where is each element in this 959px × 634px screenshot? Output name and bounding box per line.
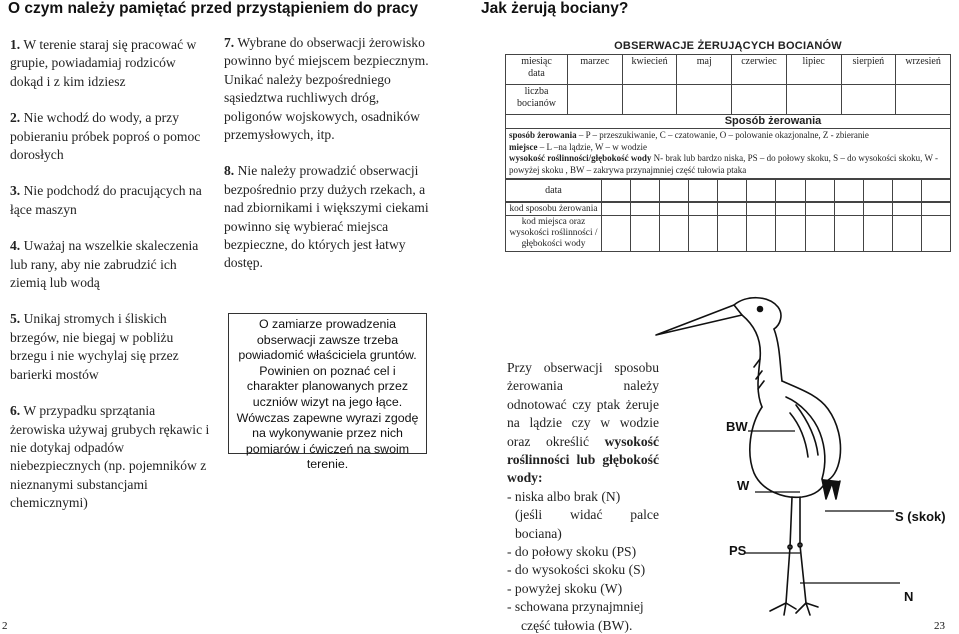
list-item: 4. Uważaj na wszelkie skaleczenia lub rany, aby nie zabrudzić ich ziemią lub wodą [10, 238, 199, 291]
table-cell[interactable] [786, 85, 841, 115]
code-label-cell: kod miejsca oraz wysokości roślinności / głębokości wody [506, 216, 602, 252]
month-header-cell: miesiąc data [506, 55, 568, 85]
month-cell: lipiec [786, 55, 841, 85]
leg-right [800, 497, 806, 603]
list-item: 1. W terenie staraj się pracować w grupie, powiadamiaj rodziców dokąd i z kim idziesz [10, 37, 197, 89]
label-bw: BW [726, 419, 748, 434]
table-cell[interactable] [834, 180, 863, 202]
table-cell[interactable] [841, 85, 896, 115]
list-item: 8. Nie należy prowadzić obserwacji bezpośrednio przy dużych rzekach, a nad zbiornikami i większymi ciekami powinno się wybierać miejsca bezpieczne, do których jest łatwy dostęp. [224, 163, 429, 271]
date-grid [505, 179, 951, 202]
list-item: - powyżej skoku (W) [507, 580, 623, 596]
table-cell[interactable] [660, 203, 689, 216]
list-item: 2. Nie wchodź do wody, a przy pobieraniu próbek poproś o pomoc dorosłych [10, 110, 201, 163]
method-legend: sposób żerowania – P – przeszukiwanie, C – czatowanie, O – polowanie okazjonalne, Z - zbieranie miejsce – L –na lądzie, W – w wodzie wysokość roślinności/głębokość wody N- brak lub bardzo niska, PS – do połowy skoku, S – do wysokości skoku, W - powyżej skoku , BW – zakrywa przynajmniej część tułowia ptaka [505, 129, 951, 179]
month-cell: kwiecień [622, 55, 677, 85]
list-item: - do wysokości skoku (S) [507, 562, 646, 578]
table-cell[interactable] [689, 180, 718, 202]
label-ps: PS [729, 543, 747, 558]
list-item: - niska albo brak (N) [507, 488, 621, 504]
table-cell[interactable] [718, 180, 747, 202]
label-n: N [904, 589, 914, 604]
table-cell[interactable] [892, 180, 921, 202]
list-item: 5. Unikaj stromych i śliskich brzegów, nie biegaj w pobliżu brzegu i nie wychylaj się przez barierki mostów [10, 311, 179, 382]
table-cell[interactable] [631, 216, 660, 252]
month-cell: maj [677, 55, 732, 85]
table-cell[interactable] [863, 203, 892, 216]
date-label-cell: data [506, 180, 602, 202]
table-cell[interactable] [677, 85, 732, 115]
code-grid [505, 202, 951, 252]
table-cell[interactable] [863, 216, 892, 252]
month-cell: wrzesień [896, 55, 951, 85]
list-item: część tułowia (BW). [521, 617, 633, 633]
count-header-cell: liczba bocianów [506, 85, 568, 115]
table-cell[interactable] [747, 216, 776, 252]
list-item: 3. Nie podchodź do pracujących na łące maszyn [10, 183, 202, 217]
stork-illustration [650, 285, 959, 634]
table-cell[interactable] [776, 180, 805, 202]
label-s: S (skok) [895, 509, 946, 524]
table-cell[interactable] [834, 203, 863, 216]
wing [786, 397, 825, 479]
table-cell[interactable] [747, 203, 776, 216]
months-grid [505, 54, 951, 115]
table-cell[interactable] [718, 216, 747, 252]
table-cell[interactable] [689, 216, 718, 252]
table-cell[interactable] [660, 216, 689, 252]
observation-table [505, 40, 951, 252]
list-item: (jeśli widać palce bociana) [515, 507, 659, 541]
month-cell: marzec [568, 55, 623, 85]
table-cell[interactable] [892, 216, 921, 252]
table-cell[interactable] [631, 203, 660, 216]
table-cell[interactable] [896, 85, 951, 115]
page-number-left: 2 [2, 620, 8, 632]
list-item: - schowana przynajmniej [507, 599, 644, 615]
table-cell[interactable] [660, 180, 689, 202]
depth-list [507, 488, 659, 634]
safety-rules-column-1 [10, 36, 210, 531]
table-cell[interactable] [805, 203, 834, 216]
left-page-heading: O czym należy pamiętać przed przystąpieniem do pracy [8, 0, 419, 17]
beak [656, 305, 742, 335]
safety-rules-column-2 [224, 34, 439, 291]
table-cell[interactable] [732, 85, 787, 115]
table-cell[interactable] [631, 180, 660, 202]
table-cell[interactable] [805, 216, 834, 252]
month-cell: sierpień [841, 55, 896, 85]
table-cell[interactable] [689, 203, 718, 216]
leg-left [786, 497, 792, 603]
table-cell[interactable] [921, 203, 950, 216]
table-cell[interactable] [602, 203, 631, 216]
eye [758, 307, 763, 312]
notice-box: O zamiarze prowadzenia obserwacji zawsze trzeba powiadomić właściciela gruntów. Powinien on poznać cel i charakter planowanych przez uczniów wizyt na jego łące. Wówczas zapewne wyrazi zgodę na wykonywanie przez nich pomiarów i ćwiczeń na swoim terenie. [228, 313, 427, 454]
body-front [750, 407, 826, 497]
table-cell[interactable] [776, 203, 805, 216]
table-cell[interactable] [622, 85, 677, 115]
list-item: - do połowy skoku (PS) [507, 544, 637, 560]
list-item: 7. Wybrane do obserwacji żerowisko powinno być miejscem bezpiecznym. Unikać należy bezpośredniego sąsiedztwa ruchliwych dróg, poligonów wojskowych, osadników przemysłowych, itp. [224, 35, 429, 143]
table-cell[interactable] [805, 180, 834, 202]
table-cell[interactable] [921, 180, 950, 202]
right-page-heading: Jak żerują bociany? [481, 0, 629, 17]
table-title: OBSERWACJE ŻERUJĄCYCH BOCIANÓW [614, 40, 842, 52]
table-cell[interactable] [921, 216, 950, 252]
label-w: W [737, 478, 750, 493]
table-cell[interactable] [892, 203, 921, 216]
table-cell[interactable] [834, 216, 863, 252]
table-cell[interactable] [568, 85, 623, 115]
table-cell[interactable] [602, 216, 631, 252]
page-number-right: 23 [934, 620, 945, 632]
observation-instructions: Przy obserwacji sposobu żerowania należy odnotować czy ptak żeruje na lądzie czy w wodzie oraz określić wysokość roślinności lub głębokość wody: - niska albo brak (N) (jeśli widać palce bociana) - do połowy skoku (PS) - do wysokości skoku (S) - powyżej skoku (W) - schowana przynajmniej część tułowia (BW). [507, 359, 659, 634]
table-cell[interactable] [718, 203, 747, 216]
table-cell[interactable] [747, 180, 776, 202]
neck-back [774, 329, 782, 381]
method-title: Sposób żerowania [505, 115, 951, 129]
month-cell: czerwiec [732, 55, 787, 85]
list-item: 6. W przypadku sprzątania żerowiska używaj grubych rękawic i nie dotykaj odpadów niebezpiecznych (np. pojemników z nieznanymi substancjami chemicznymi) [10, 403, 210, 511]
table-cell[interactable] [602, 180, 631, 202]
code-label-cell: kod sposobu żerowania [506, 203, 602, 216]
table-cell[interactable] [863, 180, 892, 202]
table-cell[interactable] [776, 216, 805, 252]
